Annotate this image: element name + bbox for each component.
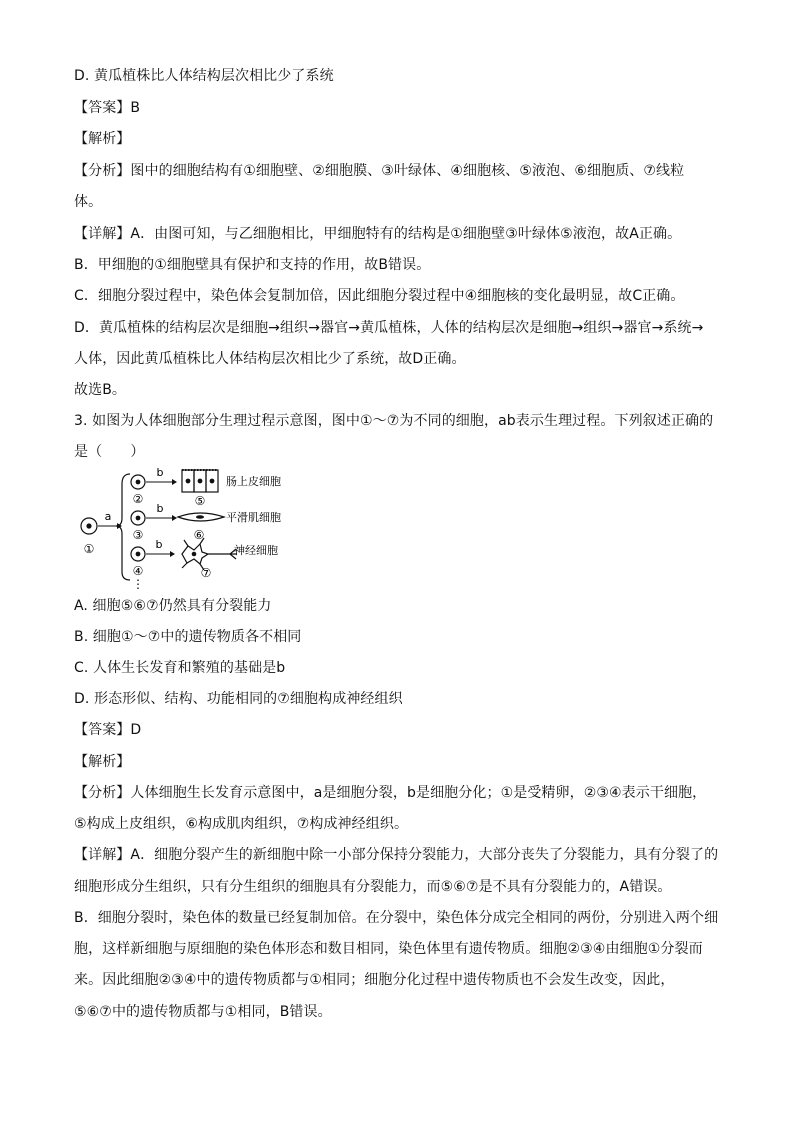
detail-text: 来。因此细胞②③④中的遗传物质都与①相同；细胞分化过程中遗传物质也不会发生改变，因此， [74,972,675,988]
choice-d: D. 形态形似、结构、功能相同的⑦细胞构成神经组织 [74,691,403,707]
detail-text: ⑤⑥⑦中的遗传物质都与①相同，B错误。 [74,1004,332,1020]
choice-a: A. 细胞⑤⑥⑦仍然具有分裂能力 [74,598,272,614]
detail-text: C．细胞分裂过程中，染色体会复制加倍，因此细胞分裂过程中④细胞核的变化最明显，故C正确。 [74,288,685,304]
analysis-text: ⑤构成上皮组织，⑥构成肌肉组织，⑦构成神经组织。 [74,816,409,832]
diagram-ellipsis: ⋮ [132,577,144,590]
label-b-2: b [156,502,164,515]
detail-text: 细胞形成分生组织，只有分生组织的细胞具有分裂能力，而⑤⑥⑦是不具有分裂能力的，A错误。 [74,879,672,895]
analysis-text: 体。 [74,194,103,210]
analysis-heading: 【解析】 [74,754,131,770]
cell-nucleus [86,523,91,528]
label-b-1: b [156,466,164,479]
label-neuron: 神经细胞 [234,544,278,557]
epithelial-cells [182,470,218,492]
label-num-1: ① [83,542,95,556]
detail-text: 【详解】A．由图可知，与乙细胞相比，甲细胞特有的结构是①细胞壁③叶绿体⑤液泡，故A正确。 [74,226,682,242]
label-num-3: ③ [132,528,144,542]
label-num-5: ⑤ [194,494,206,508]
label-num-7: ⑦ [200,566,212,580]
detail-text: D．黄瓜植株的结构层次是细胞→组织→器官→黄瓜植株，人体的结构层次是细胞→组织→器官→系统→ [74,320,704,336]
label-smooth-muscle-cell: 平滑肌细胞 [226,511,281,524]
choice-b: B. 细胞①～⑦中的遗传物质各不相同 [74,629,302,645]
label-b-3: b [155,538,163,551]
analysis-text: 【分析】人体细胞生长发育示意图中，a是细胞分裂，b是细胞分化；①是受精卵，②③④表示干细胞， [74,785,707,801]
label-num-4: ④ [132,564,144,578]
label-num-2: ② [132,492,144,506]
answer-label: 【答案】B [74,100,141,116]
question-stem: 是（ ） [74,444,145,460]
label-a: a [104,510,112,523]
detail-text: B．甲细胞的①细胞壁具有保护和支持的作用，故B错误。 [74,257,431,273]
label-num-6: ⑥ [193,528,205,542]
conclusion-text: 故选B。 [74,382,127,398]
answer-label: 【答案】D [74,722,142,738]
detail-text: B．细胞分裂时，染色体的数量已经复制加倍。在分裂中，染色体分成完全相同的两份，分别进入两个细 [74,910,719,926]
detail-text: 胞，这样新细胞与原细胞的染色体形态和数目相同，染色体里有遗传物质。细胞②③④由细胞①分裂而 [74,941,703,957]
label-epithelial-cell: 肠上皮细胞 [226,475,281,488]
option-d-previous: D. 黄瓜植株比人体结构层次相比少了系统 [74,68,334,84]
detail-text: 【详解】A．细胞分裂产生的新细胞中除一小部分保持分裂能力，大部分丧失了分裂能力，具有分裂了的 [74,847,719,863]
choice-c: C. 人体生长发育和繁殖的基础是b [74,660,286,676]
cell-differentiation-diagram [74,462,294,590]
analysis-heading: 【解析】 [74,131,131,147]
analysis-text: 【分析】图中的细胞结构有①细胞壁、②细胞膜、③叶绿体、④细胞核、⑤液泡、⑥细胞质、⑦线粒 [74,163,685,179]
question-stem: 3. 如图为人体细胞部分生理过程示意图，图中①～⑦为不同的细胞，ab表示生理过程。下列叙述正确的 [74,413,714,429]
detail-text: 人体，因此黄瓜植株比人体结构层次相比少了系统，故D正确。 [74,351,466,367]
